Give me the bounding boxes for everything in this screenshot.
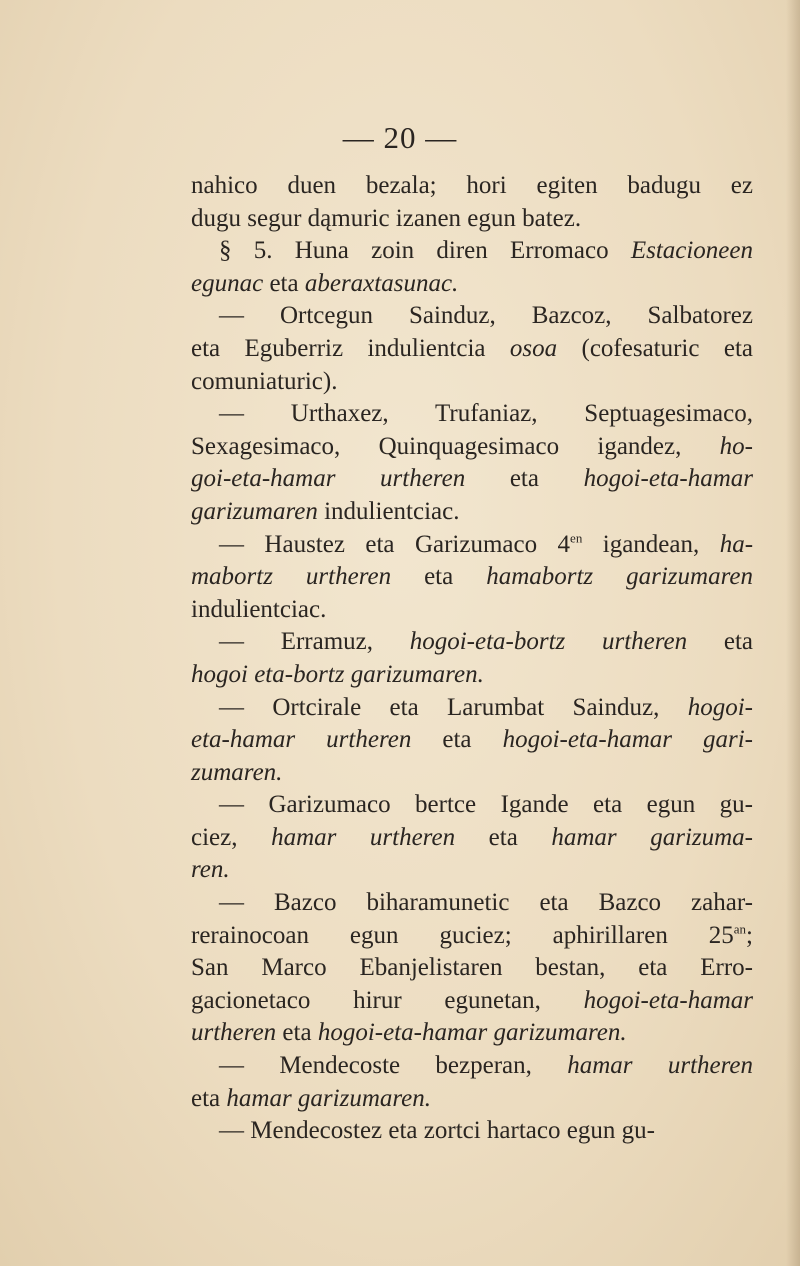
italic-text: hogoi eta-bortz garizumaren. xyxy=(191,660,484,688)
text-line xyxy=(191,398,753,431)
text-run: eta xyxy=(263,269,305,297)
text-line xyxy=(191,431,753,464)
italic-text: Estacioneen xyxy=(630,237,753,265)
text-run: — Mendecostez eta zortci hartaco egun gu- xyxy=(219,1117,655,1145)
text-run: — Erramuz, xyxy=(219,628,410,656)
italic-text: hogoi-eta-bortz urtheren xyxy=(409,628,688,656)
italic-text: hamabortz garizumaren xyxy=(486,563,753,591)
text-line xyxy=(191,1083,753,1116)
italic-text: hogoi-eta-hamar gari- xyxy=(502,726,754,754)
italic-text: garizumaren xyxy=(191,497,318,525)
italic-text: eta-hamar urtheren xyxy=(191,726,412,754)
text-line xyxy=(191,920,753,953)
text-run: — Urthaxez, Trufaniaz, Septuagesimaco, xyxy=(219,400,753,428)
text-run: Sexagesimaco, Quinquagesimaco igandez, xyxy=(191,432,720,460)
text-line xyxy=(191,724,753,757)
text-run: — Ortcirale eta Larumbat Sainduz, xyxy=(219,693,688,721)
italic-text: ho- xyxy=(719,432,753,460)
text-run: — Mendecoste bezperan, xyxy=(219,1052,568,1080)
superscript: an xyxy=(733,921,747,937)
text-run: — Bazco biharamunetic eta Bazco zahar- xyxy=(219,889,753,917)
text-line xyxy=(191,757,753,790)
text-line xyxy=(191,235,753,268)
text-run: rerainocoan egun guciez; aphirillaren 25 xyxy=(191,921,734,949)
italic-text: hamar garizumaren. xyxy=(226,1084,432,1112)
text-run: gacionetaco hirur egunetan, xyxy=(191,986,584,1014)
italic-text: hogoi-eta-hamar xyxy=(583,465,754,493)
italic-text: zumaren. xyxy=(191,758,283,786)
text-run: eta Eguberriz indulientcia xyxy=(191,334,510,362)
italic-text: ren. xyxy=(191,856,230,884)
text-line xyxy=(191,268,753,301)
text-run: dugu segur dąmuric izanen egun batez. xyxy=(191,204,582,232)
text-run: igandean, xyxy=(582,530,720,558)
text-line xyxy=(191,333,753,366)
italic-text: mabortz urtheren xyxy=(191,563,392,591)
text-line xyxy=(191,561,753,594)
page-edge-shadow xyxy=(786,0,800,1266)
text-run: eta xyxy=(411,726,503,754)
text-run: comuniaturic). xyxy=(191,367,338,395)
text-line xyxy=(191,463,753,496)
italic-text: hogoi-eta-hamar garizumaren. xyxy=(317,1019,627,1047)
text-run: San Marco Ebanjelistaren bestan, eta Erro- xyxy=(191,954,753,982)
text-run: indulientciac. xyxy=(317,497,460,525)
text-line xyxy=(191,626,753,659)
text-run: eta xyxy=(465,465,584,493)
text-line xyxy=(191,1115,753,1148)
text-run: nahico duen bezala; hori egiten badugu ez xyxy=(191,172,753,199)
italic-text: hamar urtheren xyxy=(271,823,456,851)
text-run: — Garizumaco bertce Igande eta egun gu- xyxy=(219,791,753,819)
text-run: (cofesaturic eta xyxy=(557,334,753,362)
italic-text: aberaxtasunac. xyxy=(304,269,459,297)
text-run: — Haustez eta Garizumaco 4 xyxy=(219,530,571,558)
text-line xyxy=(191,854,753,887)
text-line xyxy=(191,659,753,692)
italic-text: hogoi- xyxy=(687,693,753,721)
text-line xyxy=(191,300,753,333)
italic-text: goi-eta-hamar urtheren xyxy=(191,465,466,493)
text-line xyxy=(191,366,753,399)
italic-text: hamar urtheren xyxy=(567,1052,754,1080)
italic-text: hamar garizuma- xyxy=(551,823,754,851)
page-number: — 20 — xyxy=(342,120,458,155)
text-run: eta xyxy=(455,823,552,851)
text-line xyxy=(191,985,753,1018)
italic-text: hogoi-eta-hamar xyxy=(583,986,753,1014)
text-line xyxy=(191,203,753,236)
italic-text: egunac xyxy=(191,269,264,297)
superscript: en xyxy=(570,530,583,546)
text-line xyxy=(191,887,753,920)
text-run: eta xyxy=(391,563,487,591)
text-line xyxy=(191,822,753,855)
italic-text: urtheren xyxy=(191,1019,277,1047)
text-line xyxy=(191,496,753,529)
text-line xyxy=(191,594,753,627)
text-line xyxy=(191,170,753,203)
text-run: ciez, xyxy=(191,823,272,851)
body-text xyxy=(191,170,753,1148)
text-run: indulientciac. xyxy=(191,595,327,623)
text-run: ; xyxy=(746,921,753,949)
text-line xyxy=(191,529,753,562)
italic-text: osoa xyxy=(509,334,558,362)
text-line xyxy=(191,789,753,822)
text-run: eta xyxy=(191,1084,227,1112)
text-run: eta xyxy=(276,1019,318,1047)
text-run: — Ortcegun Sainduz, Bazcoz, Salbatorez xyxy=(219,302,753,330)
text-run: § 5. Huna zoin diren Erromaco xyxy=(219,237,631,265)
italic-text: ha- xyxy=(719,530,754,558)
text-line xyxy=(191,952,753,985)
text-line xyxy=(191,1050,753,1083)
text-line xyxy=(191,692,753,725)
text-run: eta xyxy=(687,628,754,656)
text-line xyxy=(191,1017,753,1050)
